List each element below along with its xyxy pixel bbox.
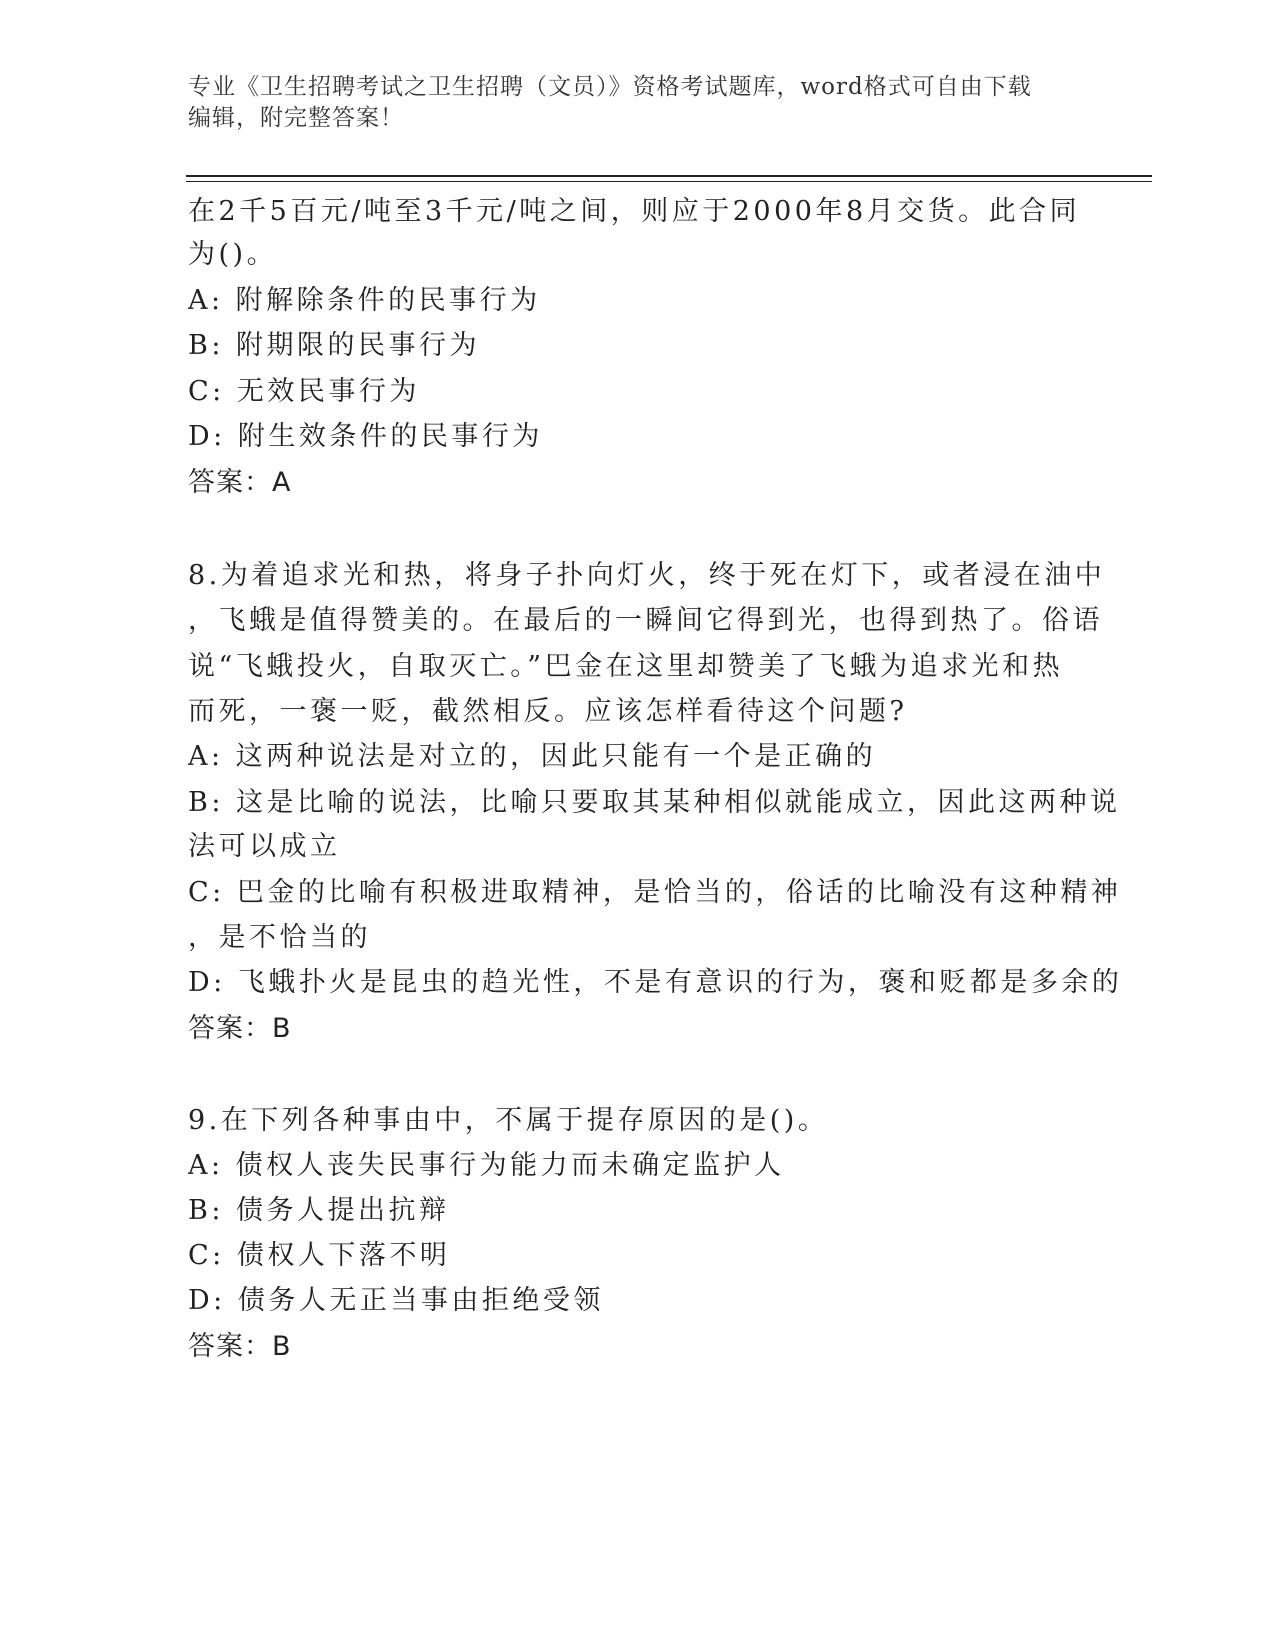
q8-option-d: D: 飞蛾扑火是昆虫的趋光性，不是有意识的行为，褒和贬都是多余的: [188, 967, 1123, 998]
header-divider-thick: [186, 175, 1152, 177]
q8-stem-line-3: 说“飞蛾投火，自取灭亡。”巴金在这里却赞美了飞蛾为追求光和热: [188, 651, 1064, 682]
q8-option-a: A: 这两种说法是对立的，因此只能有一个是正确的: [188, 741, 877, 772]
q8-option-c-line-2: ，是不恰当的: [188, 922, 371, 953]
q9-option-c: C: 债权人下落不明: [188, 1240, 451, 1271]
q9-option-b: B: 债务人提出抗辩: [188, 1195, 450, 1226]
q9-answer: 答案：B: [188, 1331, 292, 1362]
q8-stem-line-1: 8.为着追求光和热，将身子扑向灯火，终于死在灯下，或者浸在油中: [188, 560, 1106, 591]
q8-option-b-line-1: B: 这是比喻的说法，比喻只要取其某种相似就能成立，因此这两种说: [188, 787, 1121, 818]
q9-option-a: A: 债权人丧失民事行为能力而未确定监护人: [188, 1150, 785, 1181]
q7-option-d: D: 附生效条件的民事行为: [188, 421, 543, 452]
q8-answer: 答案：B: [188, 1013, 292, 1044]
q9-stem-line-1: 9.在下列各种事由中，不属于提存原因的是()。: [188, 1105, 829, 1136]
header-divider-thin: [186, 181, 1152, 182]
q8-option-b-line-2: 法可以成立: [188, 831, 341, 862]
q7-option-c: C: 无效民事行为: [188, 376, 420, 407]
q7-option-a: A: 附解除条件的民事行为: [188, 285, 541, 316]
q9-option-d: D: 债务人无正当事由拒绝受领: [188, 1285, 604, 1316]
q7-answer: 答案：A: [188, 467, 292, 498]
q8-stem-line-4: 而死，一褒一贬，截然相反。应该怎样看待这个问题?: [188, 696, 908, 727]
header-line-1: 专业《卫生招聘考试之卫生招聘（文员）》资格考试题库，word格式可自由下载: [188, 74, 1032, 100]
header-line-2: 编辑，附完整答案！: [188, 105, 404, 131]
document-header: [188, 72, 1068, 134]
q8-option-c-line-1: C: 巴金的比喻有积极进取精神，是恰当的，俗话的比喻没有这种精神: [188, 877, 1122, 908]
q7-option-b: B: 附期限的民事行为: [188, 330, 481, 361]
q8-stem-line-2: ，飞蛾是值得赞美的。在最后的一瞬间它得到光，也得到热了。俗语: [188, 605, 1103, 636]
q7-stem-line-1: 在2千5百元/吨至3千元/吨之间，则应于2000年8月交货。此合同: [188, 196, 1081, 227]
q7-stem-line-2: 为()。: [188, 239, 278, 270]
